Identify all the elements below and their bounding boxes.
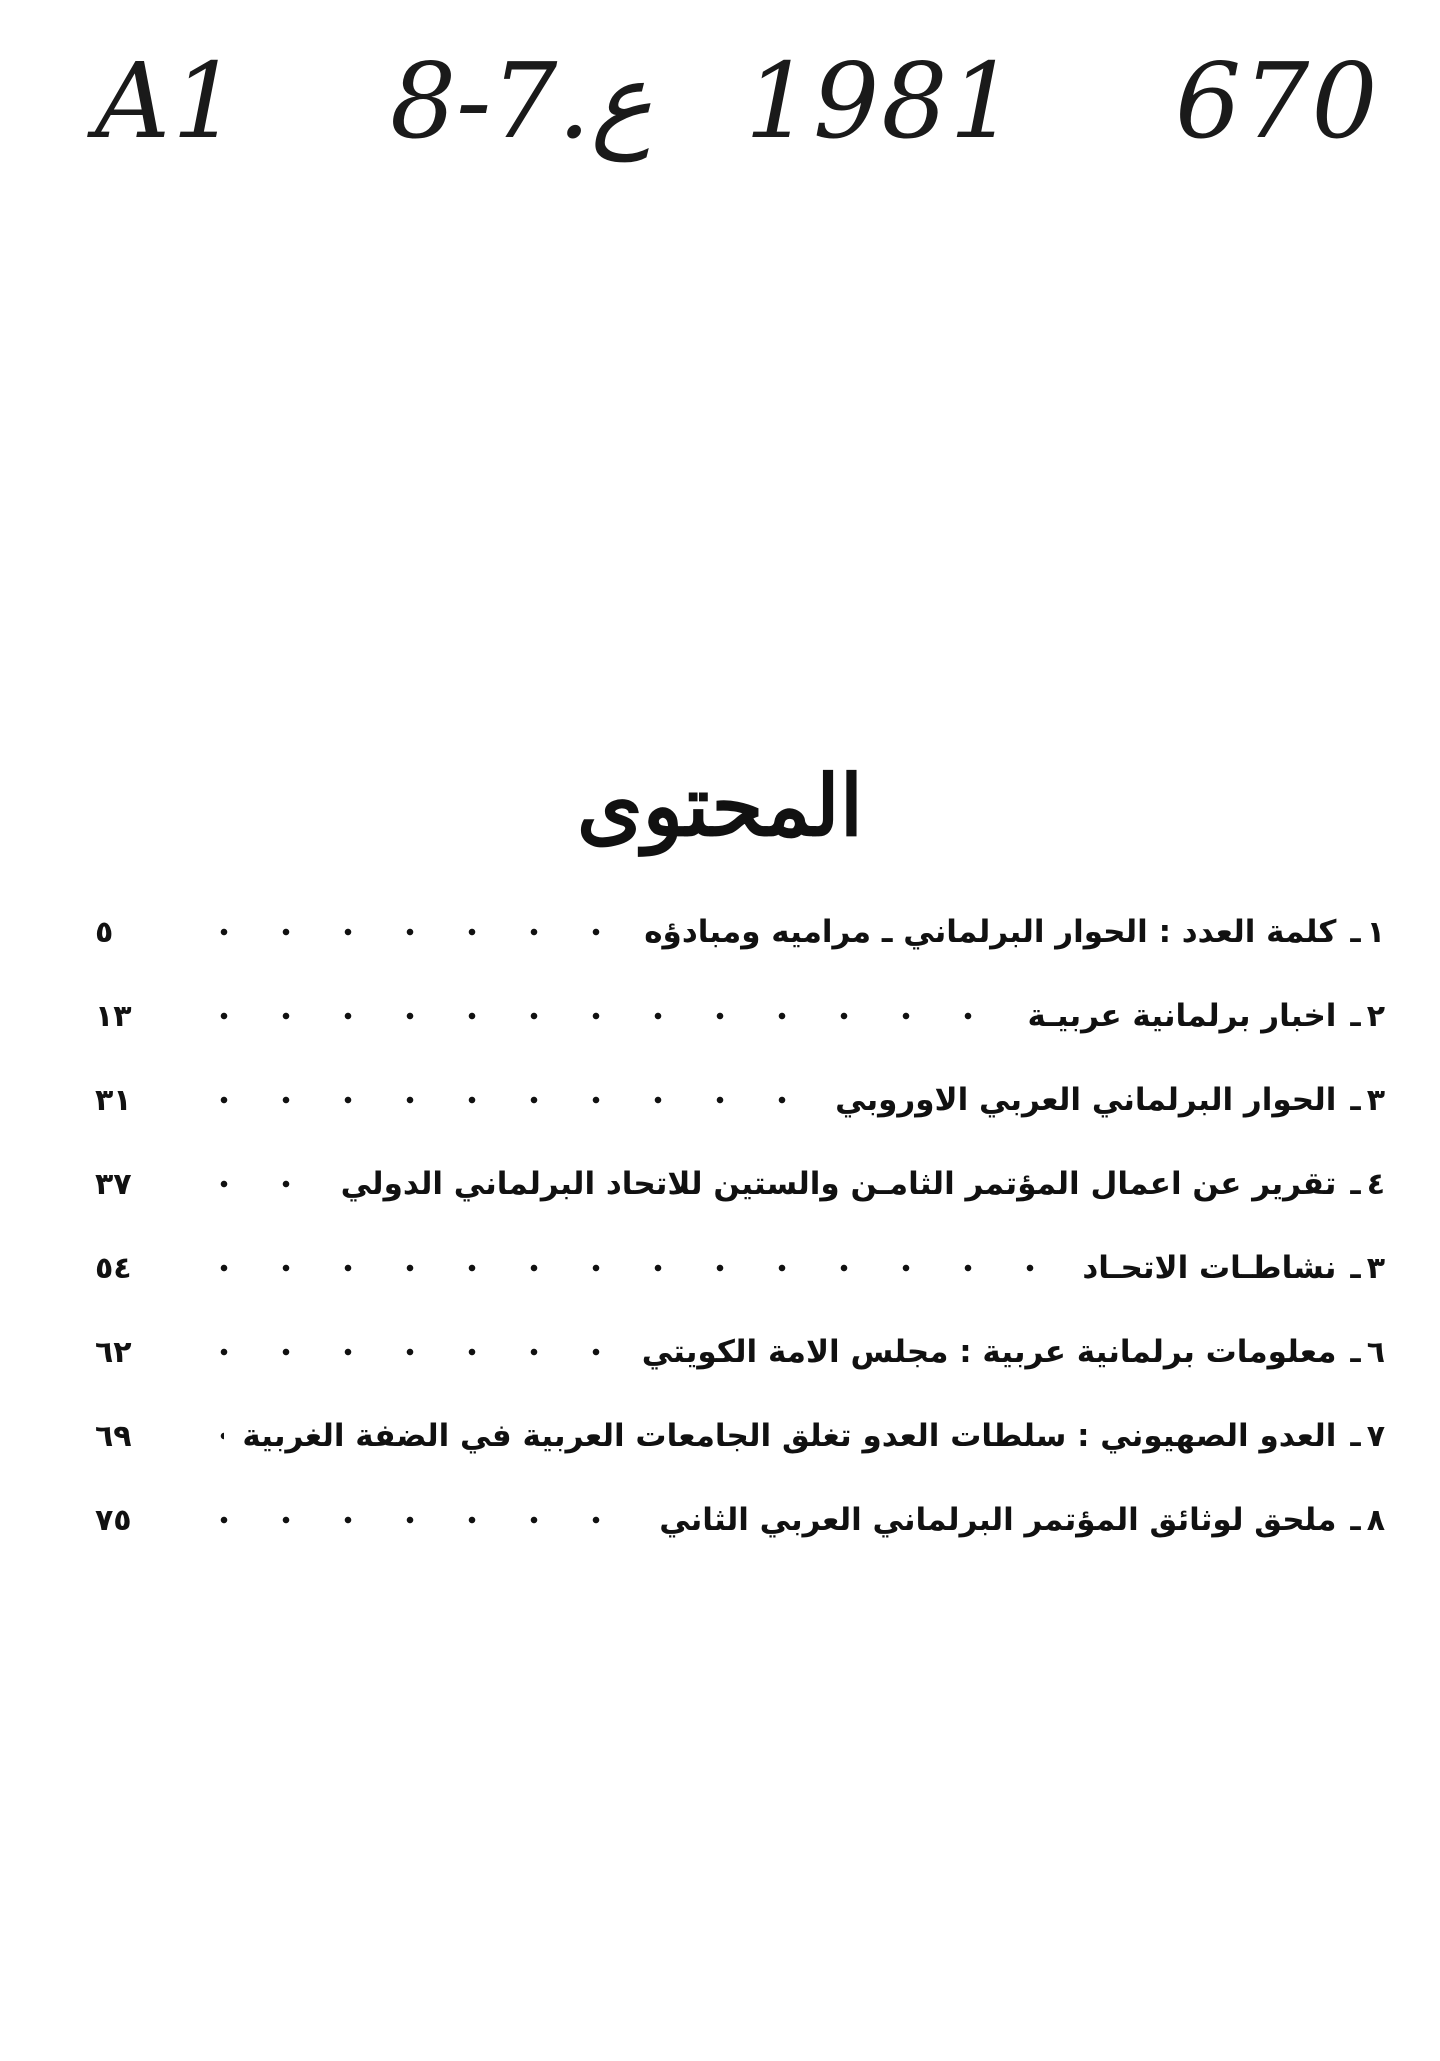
dot-leader (193, 1011, 1009, 1021)
toc-dash: ـ (1350, 998, 1361, 1034)
toc-page-number: ١٣ (95, 998, 132, 1034)
toc-index: ١ (1366, 914, 1385, 950)
toc-row (95, 1226, 1385, 1310)
toc-title: كلمة العدد : الحوار البرلماني ـ مراميه ومبادؤه (644, 914, 1337, 950)
toc-title: نشاطـات الاتحـاد (1082, 1250, 1337, 1286)
toc-dash: ـ (1350, 1502, 1361, 1538)
toc-row (95, 890, 1385, 974)
toc-dash: ـ (1350, 914, 1361, 950)
dot-leader (193, 1263, 1064, 1273)
toc-index: ٦ (1366, 1334, 1385, 1370)
toc-page-number: ٦٩ (95, 1418, 132, 1454)
toc-index: ٣ (1366, 1082, 1385, 1118)
toc-row (95, 1142, 1385, 1226)
toc-dash: ـ (1350, 1418, 1361, 1454)
toc-index: ٣ (1366, 1250, 1385, 1286)
handwritten-annotation (0, 40, 1440, 180)
dot-leader (193, 927, 626, 937)
annotation-year: 1981 (745, 40, 1018, 162)
toc-title: معلومات برلمانية عربية : مجلس الامة الكويتي (641, 1334, 1337, 1370)
toc-page-number: ٧٥ (95, 1502, 132, 1538)
dot-leader (193, 1095, 817, 1105)
annotation-ref: A1 (95, 40, 241, 162)
toc-row (95, 1310, 1385, 1394)
toc-index: ٧ (1366, 1418, 1385, 1454)
toc-dash: ـ (1350, 1334, 1361, 1370)
toc-row (95, 1478, 1385, 1562)
annotation-number: 670 (1175, 40, 1380, 162)
table-of-contents (95, 890, 1385, 1562)
toc-dash: ـ (1350, 1250, 1361, 1286)
toc-row (95, 974, 1385, 1058)
dot-leader (193, 1179, 323, 1189)
toc-page-number: ٣١ (95, 1082, 132, 1118)
toc-title: اخبار برلمانية عربيـة (1027, 998, 1337, 1034)
page-title: المحتوى (576, 756, 864, 856)
toc-index: ٨ (1366, 1502, 1385, 1538)
toc-title: تقرير عن اعمال المؤتمر الثامـن والستين للاتحاد البرلماني الدولي (340, 1166, 1337, 1202)
dot-leader (193, 1431, 224, 1441)
toc-page-number: ٥٤ (95, 1250, 132, 1286)
annotation-date: 8-7.ع (390, 40, 653, 162)
toc-title: ملحق لوثائق المؤتمر البرلماني العربي الثاني (659, 1502, 1337, 1538)
toc-index: ٢ (1366, 998, 1385, 1034)
toc-page-number: ٣٧ (95, 1166, 132, 1202)
toc-title: الحوار البرلماني العربي الاوروبي (835, 1082, 1337, 1118)
toc-row (95, 1058, 1385, 1142)
toc-page-number: ٦٢ (95, 1334, 132, 1370)
dot-leader (193, 1515, 641, 1525)
toc-row (95, 1394, 1385, 1478)
toc-dash: ـ (1350, 1166, 1361, 1202)
toc-title: العدو الصهيوني : سلطات العدو تغلق الجامعات العربية في الضفة الغربية (242, 1418, 1337, 1454)
toc-dash: ـ (1350, 1082, 1361, 1118)
toc-page-number: ٥ (95, 914, 114, 950)
toc-index: ٤ (1366, 1166, 1385, 1202)
dot-leader (193, 1347, 624, 1357)
